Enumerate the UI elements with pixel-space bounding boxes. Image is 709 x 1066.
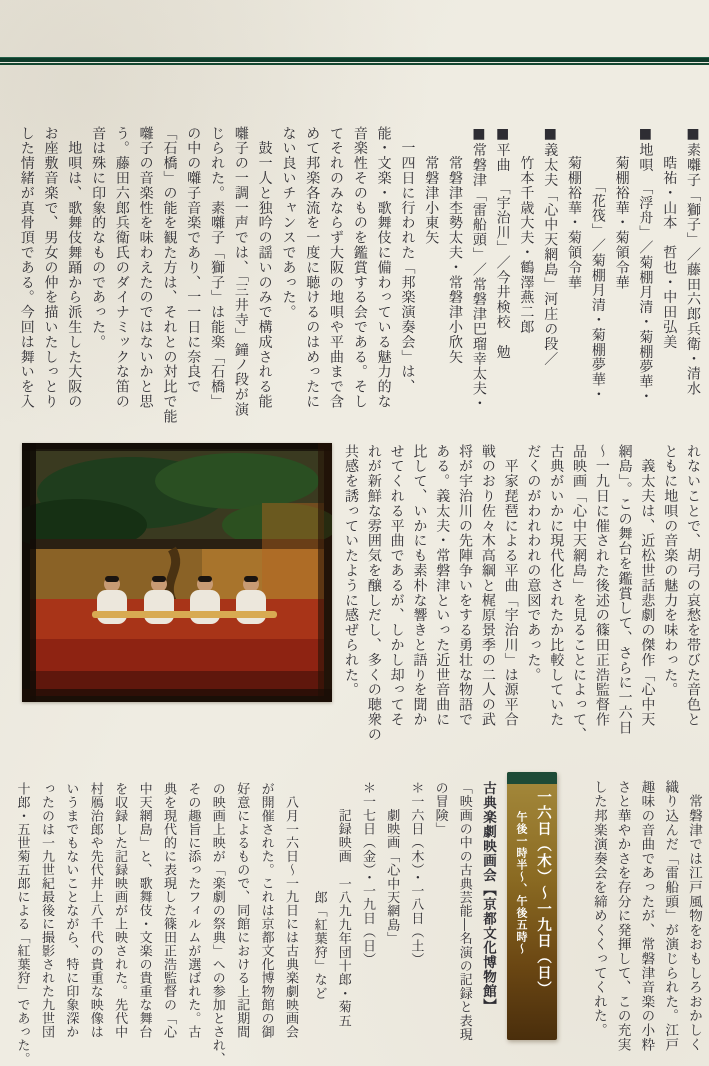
text-column: 一四日に行われた「邦楽演奏会」は、 [399, 126, 416, 395]
text-column: ＊一七日（金）・一九日（日） [359, 781, 375, 967]
header-double-rule [0, 57, 709, 66]
text-column: その趣旨に添ったフィルムが選ばれた。古 [185, 782, 201, 1039]
text-column: 平家琵琶による平曲「宇治川」は源平合 [502, 444, 519, 728]
text-column: だくのがわれわれの意図であった。 [525, 444, 542, 683]
text-column: ＊一六日（木）・一八日（土） [408, 781, 424, 967]
text-column: 十郎・五世菊五郎による「紅葉狩」であった。 [14, 782, 30, 1066]
event-date-banner [507, 772, 557, 1040]
text-column: れが新鮮な雰囲気を醸しだし、多くの聴衆の [365, 444, 382, 742]
film-program-text [306, 781, 500, 1064]
text-column: 趣味の音曲であったが、常磐津音楽の小粋 [638, 780, 655, 1052]
text-column: う。藤田六郎兵衛氏のダイナミックな笛の [113, 126, 130, 410]
text-column: 村鴈治郎や先代井上八千代の貴重な映像は [87, 782, 103, 1039]
text-column: 地唄は、歌舞伎舞踊から派生した大阪の [66, 126, 83, 410]
text-column: 囃子の音楽性を味わえたのではないかと思 [137, 126, 154, 410]
text-column: 典を現代的に表現した篠田正浩監督の「心 [160, 782, 176, 1039]
banner-dates: 一六日（木）～一九日（日） [535, 789, 551, 997]
text-column: 郎「紅葉狩」など [311, 781, 327, 1001]
text-column: 音楽性そのものを鑑賞する会である。そし [351, 126, 368, 410]
film-article-text [8, 782, 302, 1066]
text-column: 鼓一人と独吟の謡いのみで構成される能 [256, 126, 273, 410]
text-column: いうまでもないことながら、特に印象深か [63, 782, 79, 1039]
text-column: 常磐津では江戸風物をおもしろおかしく [686, 780, 702, 1052]
text-column: 八月一六日～一九日には古典楽劇映画会 [283, 782, 298, 1039]
program-and-intro-text [12, 126, 704, 430]
text-column: 常磐津小東矢 [423, 126, 440, 246]
text-column: 「石橋」の能を観た方は、それとの対比で能 [161, 126, 178, 424]
text-column: 共感を誘っていたように感ぜられた。 [343, 444, 360, 698]
text-column: めて邦楽各流を一度に聴けるのはめったに [304, 126, 321, 410]
text-column: の映画上映が「楽劇の祭典」への参加とされ、 [209, 782, 225, 1066]
text-column: ～一九日に催された後述の篠田正浩監督作 [593, 444, 610, 728]
text-column: 晧祐・山本 哲也・中田弘美 [661, 126, 678, 350]
banner-text [512, 789, 554, 1035]
text-column: ■地唄 「浮舟」／菊棚月清・菊棚夢華・ [637, 126, 654, 405]
text-column: ■平曲 「宇治川」／今井検校 勉 [494, 126, 511, 360]
text-column: 音は殊に印象的なものであった。 [90, 126, 107, 350]
text-column: 好意によるもので、同館における上記期間 [234, 782, 250, 1039]
text-column: 中天網島」と、歌舞伎・文楽の貴重な舞台 [136, 782, 152, 1039]
banner-times: 午後一時半～、午後五時～ [515, 811, 528, 955]
text-column: の中の囃子音楽であり、一一日に奈良で [185, 126, 202, 395]
text-column: ■常磐津「雷船頭」／常磐津巴瑠幸太夫・ [470, 126, 487, 412]
text-column: ともに地唄の音楽の魅力を味わった。 [662, 444, 679, 698]
text-column: 菊棚裕華・菊領令華 [566, 126, 583, 290]
text-column: 「花筏」／菊棚月清・菊棚夢華・ [589, 126, 606, 403]
text-column: せてくれる平曲であるが、しかし却ってそ [388, 444, 405, 728]
text-column: 古典がいかに現代化されたか比較していた [548, 444, 565, 728]
text-column: した邦楽演奏会を締めくくってくれた。 [590, 780, 607, 1038]
text-column: が開催された。これは京都文化博物館の御 [258, 782, 274, 1039]
text-column: 能・文楽・歌舞伎に備わっている魅力的な [375, 126, 392, 410]
banner-top-cap [507, 772, 557, 784]
text-column: さと華やかさを存分に発揮して、この充実 [614, 780, 631, 1052]
text-column: ■義太夫「心中天網島」河庄の段／ [542, 126, 559, 367]
text-column: お座敷音楽で、男女の仲を描いたしっとり [42, 126, 59, 410]
text-column: ある。義太夫・常磐津といった近世音曲に [434, 444, 451, 728]
text-column: じられた。素囃子「獅子」は能楽「石橋」 [209, 126, 226, 410]
text-column: 記録映画 一八九九年団十郎・菊五 [335, 781, 351, 1028]
text-column: 劇映画「心中天網島」 [384, 781, 400, 946]
text-column: 義太夫は、近松世話悲劇の傑作「心中天 [639, 444, 656, 728]
review-middle-text [338, 444, 704, 764]
text-column: した情緒が真骨頂である。今回は舞いを入 [18, 126, 35, 410]
text-column: れないことで、胡弓の哀愁を帯びた音色と [685, 444, 701, 728]
performance-photo-image [22, 443, 332, 702]
text-column: 網島」。この舞台を鑑賞して、さらに一六日 [616, 444, 633, 735]
text-column: 戦のおり佐々木高綱と梶原景季の二人の武 [479, 444, 496, 728]
text-column: 菊棚裕華・菊領令華 [613, 126, 630, 290]
text-column: 品映画「心中天網島」を見ることによって、 [571, 444, 588, 742]
text-column: 囃子の一調一声では、「三井寺」鐘ノ段が演 [232, 126, 249, 417]
performance-photo [22, 443, 332, 702]
text-column: ない良いチャンスであった。 [280, 126, 297, 320]
koto-instrument [92, 611, 277, 618]
text-column: てそれのみならず大阪の地唄や平曲まで含 [328, 126, 345, 410]
text-column: ■素囃子「獅子」／藤田六郎兵衛・清水 [685, 126, 701, 397]
text-column: 常磐津杢勢太夫・常磐津小欣矢 [447, 126, 464, 365]
text-column: を収録した記録映画が上映された。先代中 [112, 782, 128, 1039]
tokiwazu-closing-text [586, 780, 705, 1066]
film-event-heading: 古典楽劇映画会【京都文化博物館】 [480, 781, 496, 1013]
text-column: ったのは一九世紀最後に撮影された九世団 [38, 782, 54, 1039]
text-column: 織り込んだ「雷船頭」が演じられた。江戸 [662, 780, 679, 1052]
text-column: 「映画の中の古典芸能―名演の記録と表現 [456, 781, 472, 1042]
text-column: 竹本千歳大夫・鶴澤燕二郎 [518, 126, 535, 335]
text-column: 比して、いかにも素朴な響きと語りを聞か [411, 444, 428, 728]
text-column: の冒険」 [432, 781, 448, 836]
text-column: 将が宇治川の先陣争いをする勇壮な物語で [457, 444, 474, 728]
